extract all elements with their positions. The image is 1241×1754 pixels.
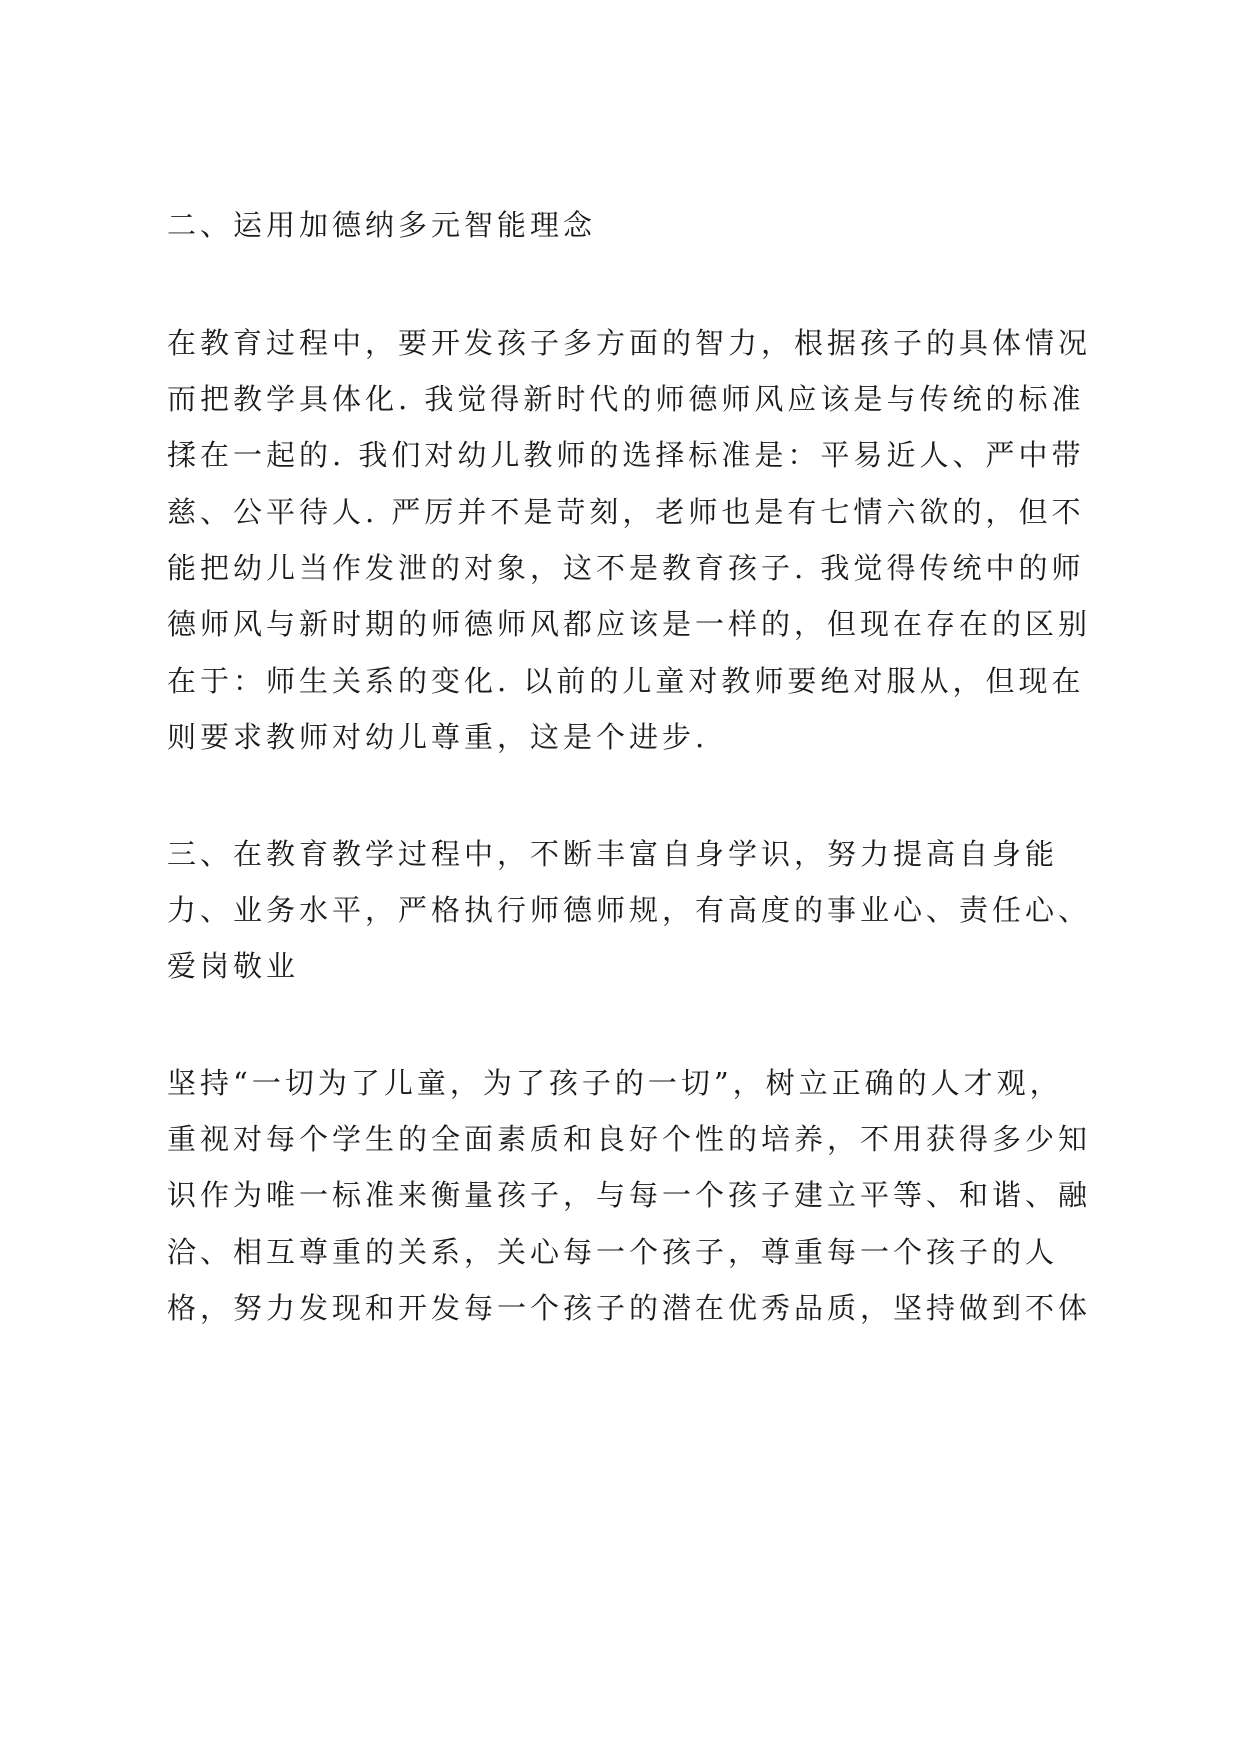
paragraph-line: 在教育过程中，要开发孩子多方面的智力，根据孩子的具体情况	[167, 326, 1092, 360]
paragraph-line: 慈、公平待人. 严厉并不是苛刻，老师也是有七情六欲的，但不	[167, 495, 1085, 529]
paragraph-line: 识作为唯一标准来衡量孩子，与每一个孩子建立平等、和谐、融	[167, 1178, 1092, 1212]
paragraph-line: 格，努力发现和开发每一个孩子的潜在优秀品质，坚持做到不体	[167, 1291, 1092, 1325]
paragraph-line: 重视对每个学生的全面素质和良好个性的培养，不用获得多少知	[167, 1122, 1092, 1156]
paragraph-line: 德师风与新时期的师德师风都应该是一样的，但现在存在的区别	[167, 607, 1092, 641]
paragraph-line: 而把教学具体化. 我觉得新时代的师德师风应该是与传统的标准	[167, 382, 1085, 416]
paragraph-line: 洽、相互尊重的关系，关心每一个孩子，尊重每一个孩子的人	[167, 1235, 1059, 1269]
paragraph-line: 则要求教师对幼儿尊重，这是个进步.	[167, 720, 709, 754]
paragraph-line: 能把幼儿当作发泄的对象，这不是教育孩子. 我觉得传统中的师	[167, 551, 1085, 585]
section-three-heading-line: 三、在教育教学过程中，不断丰富自身学识，努力提高自身能	[167, 837, 1059, 871]
section-two-heading: 二、运用加德纳多元智能理念	[167, 208, 597, 242]
paragraph-line: 揉在一起的. 我们对幼儿教师的选择标准是：平易近人、严中带	[167, 438, 1085, 472]
section-three-heading-line: 力、业务水平，严格执行师德师规，有高度的事业心、责任心、	[167, 893, 1092, 927]
section-three-heading-line: 爱岗敬业	[167, 949, 300, 983]
paragraph-line: 在于：师生关系的变化. 以前的儿童对教师要绝对服从，但现在	[167, 664, 1085, 698]
paragraph-line: 坚持“一切为了儿童，为了孩子的一切”，树立正确的人才观，	[167, 1066, 1063, 1100]
